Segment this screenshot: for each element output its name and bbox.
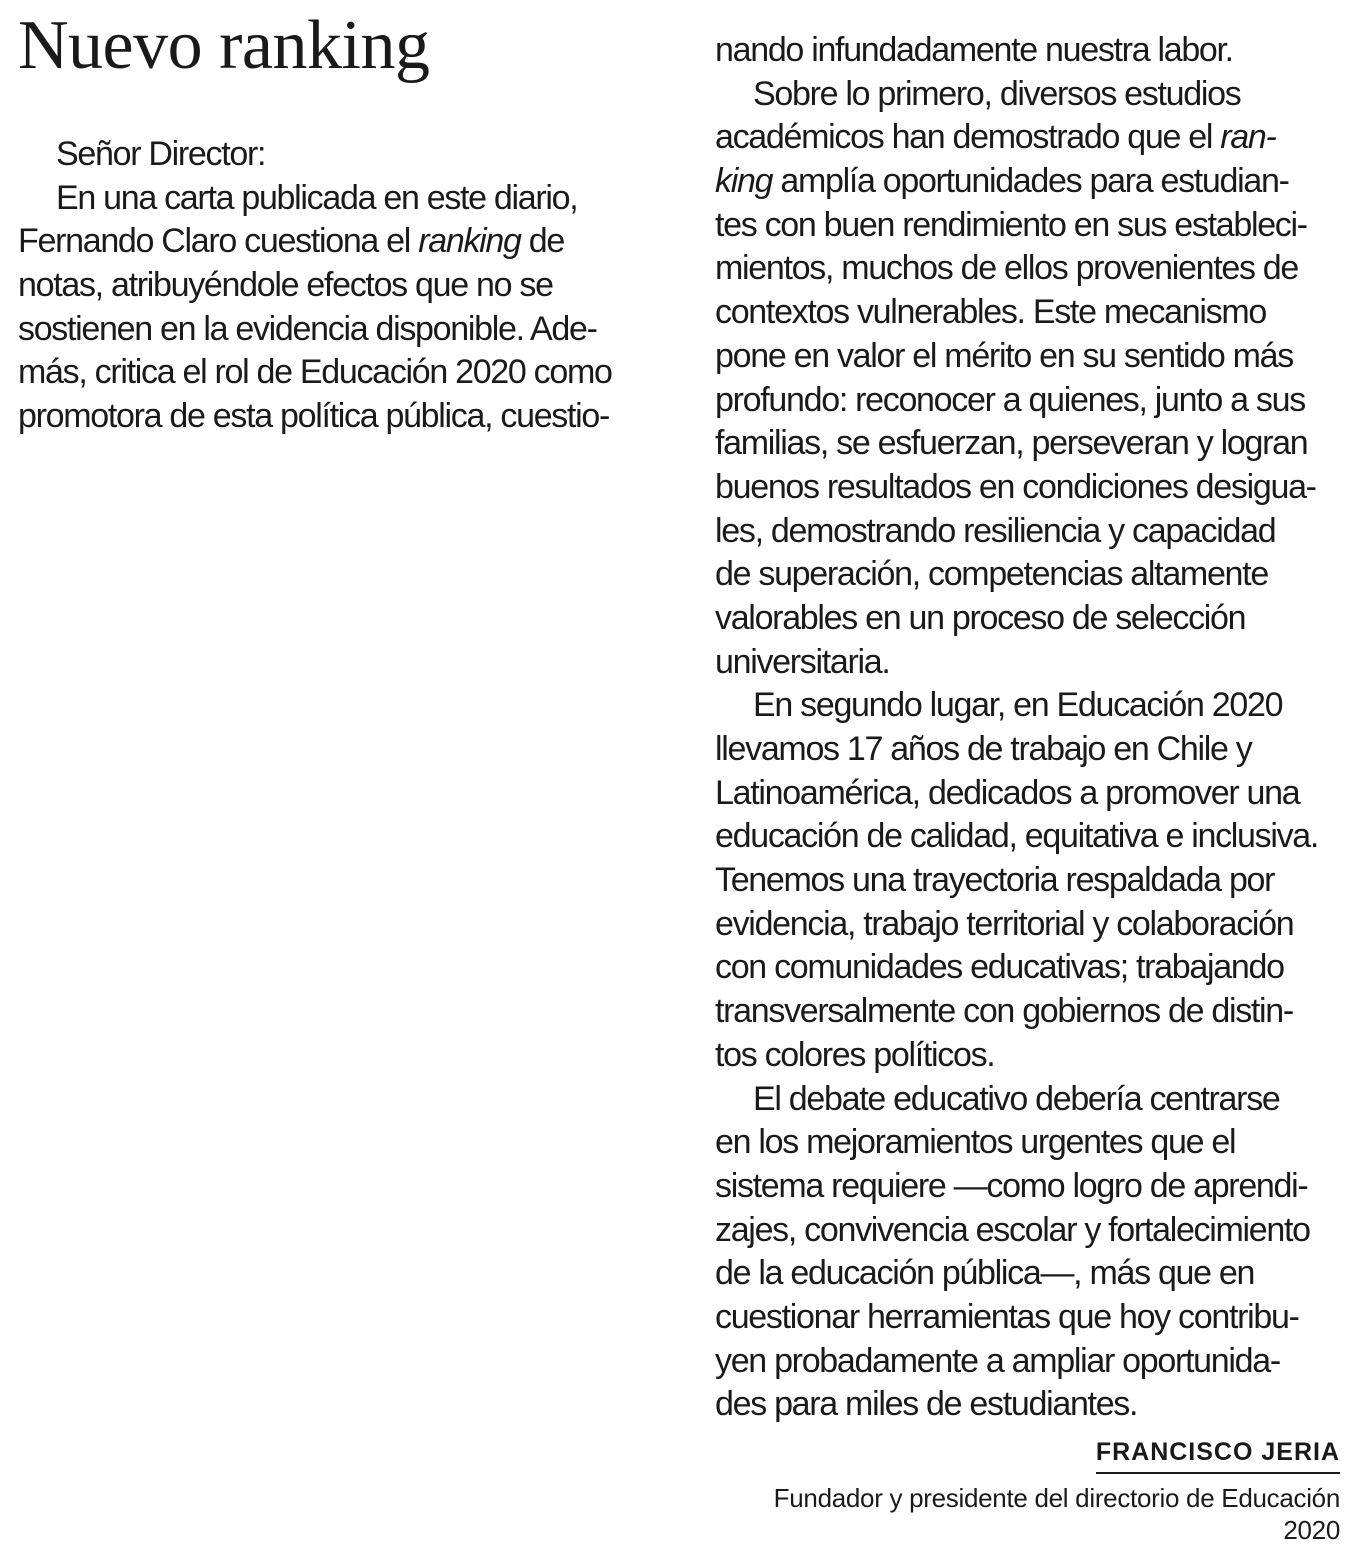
body-line: des para miles de estudiantes. <box>715 1385 1138 1424</box>
body-line: zajes, convivencia escolar y fortalecimiento <box>715 1210 1310 1249</box>
salutation: Señor Director: <box>56 135 266 173</box>
body-line: universitaria. <box>715 642 890 681</box>
body-line: de superación, competencias altamente <box>715 555 1268 594</box>
italic-term: ranking <box>418 222 521 261</box>
body-line: sistema requiere —como logro de aprendi- <box>715 1166 1308 1205</box>
body-line: familias, se esfuerzan, perseveran y logran <box>715 424 1308 463</box>
paragraph-start: Sobre lo primero, diversos estudios <box>753 74 1241 113</box>
body-line: promotora de esta política pública, cuestio- <box>18 397 610 436</box>
body-line: Latinoamérica, dedicados a promover una <box>715 773 1300 812</box>
body-line: Fernando Claro cuestiona el ranking de <box>18 222 564 261</box>
body-line: profundo: reconocer a quienes, junto a sus <box>715 380 1305 419</box>
body-line: con comunidades educativas; trabajando <box>715 948 1284 987</box>
body-line: buenos resultados en condiciones desigua- <box>715 467 1316 506</box>
body-line: sostienen en la evidencia disponible. Ade- <box>18 309 597 348</box>
body-line: king amplía oportunidades para estudian- <box>715 162 1289 201</box>
body-line: valorables en un proceso de selección <box>715 598 1246 637</box>
body-line: educación de calidad, equitativa e inclusiva. <box>715 817 1319 856</box>
italic-term: king <box>715 162 773 201</box>
body-line: mientos, muchos de ellos provenientes de <box>715 249 1299 288</box>
paragraph-start: En segundo lugar, en Educación 2020 <box>753 686 1283 725</box>
body-line: de la educación pública—, más que en <box>715 1254 1255 1293</box>
body-line: yen probadamente a ampliar oportunida- <box>715 1341 1280 1380</box>
body-line: llevamos 17 años de trabajo en Chile y <box>715 730 1252 768</box>
author-role-line: Fundador y presidente del directorio de Educación <box>773 1483 1340 1513</box>
page-title: Nuevo ranking <box>18 7 430 84</box>
author-role-line: 2020 <box>1283 1515 1340 1545</box>
body-line: nando infundadamente nuestra labor. <box>715 31 1233 69</box>
body-line: tes con buen rendimiento en sus estableci- <box>715 205 1307 244</box>
body-line: contextos vulnerables. Este mecanismo <box>715 293 1266 332</box>
body-line: evidencia, trabajo territorial y colaboración <box>715 904 1294 943</box>
letter-column-left <box>18 133 658 439</box>
italic-term: ran- <box>1220 118 1276 157</box>
body-line: les, demostrando resiliencia y capacidad <box>715 511 1276 550</box>
body-line: académicos han demostrado que el ran- <box>715 118 1276 157</box>
author-name: FRANCISCO JERIA <box>1096 1434 1340 1474</box>
body-line: cuestionar herramientas que hoy contribu- <box>715 1297 1299 1336</box>
body-line: transversalmente con gobiernos de distin- <box>715 992 1293 1031</box>
body-line: Tenemos una trayectoria respaldada por <box>715 861 1275 900</box>
body-line: en los mejoramientos urgentes que el <box>715 1123 1236 1162</box>
body-line: tos colores políticos. <box>715 1035 995 1074</box>
body-line: notas, atribuyéndole efectos que no se <box>18 266 553 305</box>
body-line: más, critica el rol de Educación 2020 como <box>18 353 612 392</box>
paragraph-start: El debate educativo debería centrarse <box>753 1079 1280 1118</box>
body-line: En una carta publicada en este diario, <box>56 178 578 217</box>
letter-column-right <box>715 29 1345 1427</box>
body-line: pone en valor el mérito en su sentido más <box>715 336 1293 375</box>
author-role <box>774 1482 1340 1546</box>
